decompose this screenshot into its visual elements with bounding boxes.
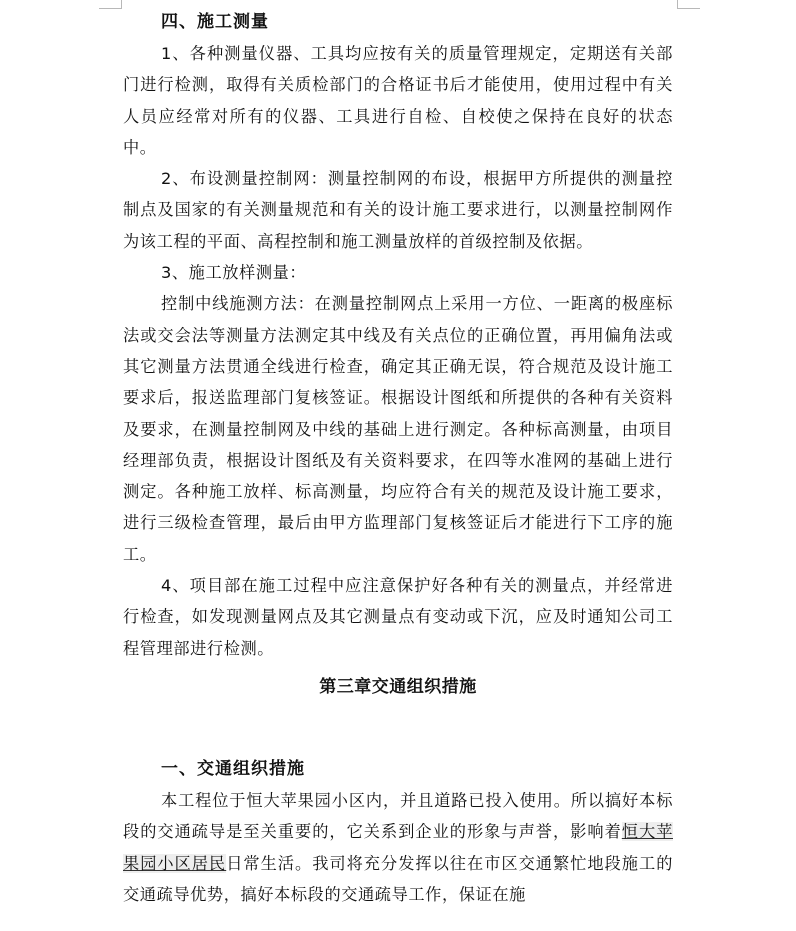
page-corner-mark-left: [99, 0, 122, 9]
section-heading-traffic: 一、交通组织措施: [161, 758, 305, 779]
paragraph-traffic-intro: [123, 785, 673, 910]
paragraph-instruments: 1、各种测量仪器、工具均应按有关的质量管理规定，定期送有关部门进行检测，取得有关质检部门的合格证书后才能使用，使用过程中有关人员应经常对所有的仪器、工具进行自检、自校使之保持在良好的状态中。: [123, 44, 673, 157]
traffic-text-start: 本工程位于恒大苹果园小区内，并且道路已投入使用。所以搞好本标段的交通疏导是至关重要的，它关系到企业的形象与声誉，影响着: [123, 790, 673, 842]
document-page: [123, 7, 673, 910]
paragraph-centerline-method: 控制中线施测方法：在测量控制网点上采用一方位、一距离的极座标法或交会法等测量方法测定其中线及有关点位的正确位置，再用偏角法或其它测量方法贯通全线进行检查，确定其正确无误，符合规范及设计施工要求后，报送监理部门复核签证。根据设计图纸和所提供的各种有关资料及要求，在测量控制网及中线的基础上进行测定。各种标高测量，由项目经理部负责，根据设计图纸及有关资料要求，在四等水准网的基础上进行测定。各种施工放样、标高测量，均应符合有关的规范及设计施工要求，进行三级检查管理，最后由甲方监理部门复核签证后才能进行下工序的施工。: [123, 294, 673, 564]
paragraph-layout-survey-title: 3、施工放样测量：: [161, 263, 307, 283]
underlined-residents-text: 恒大苹果园小区居民: [123, 822, 673, 873]
chapter-title: 第三章交通组织措施: [319, 676, 477, 697]
traffic-text-end: 日常生活。我司将充分发挥以往在市区交通繁忙地段施工的交通疏导优势，搞好本标段的交通疏导工作，保证在施: [123, 853, 673, 904]
paragraph-protect-points: 4、项目部在施工过程中应注意保护好各种有关的测量点，并经常进行检查，如发现测量网点及其它测量点有变动或下沉，应及时通知公司工程管理部进行检测。: [123, 576, 673, 658]
section-heading-survey: 四、施工测量: [161, 12, 269, 32]
paragraph-control-network: 2、布设测量控制网：测量控制网的布设，根据甲方所提供的测量控制点及国家的有关测量规范和有关的设计施工要求进行，以测量控制网作为该工程的平面、高程控制和施工测量放样的首级控制及依据。: [123, 169, 673, 251]
page-corner-mark-right: [677, 0, 700, 9]
